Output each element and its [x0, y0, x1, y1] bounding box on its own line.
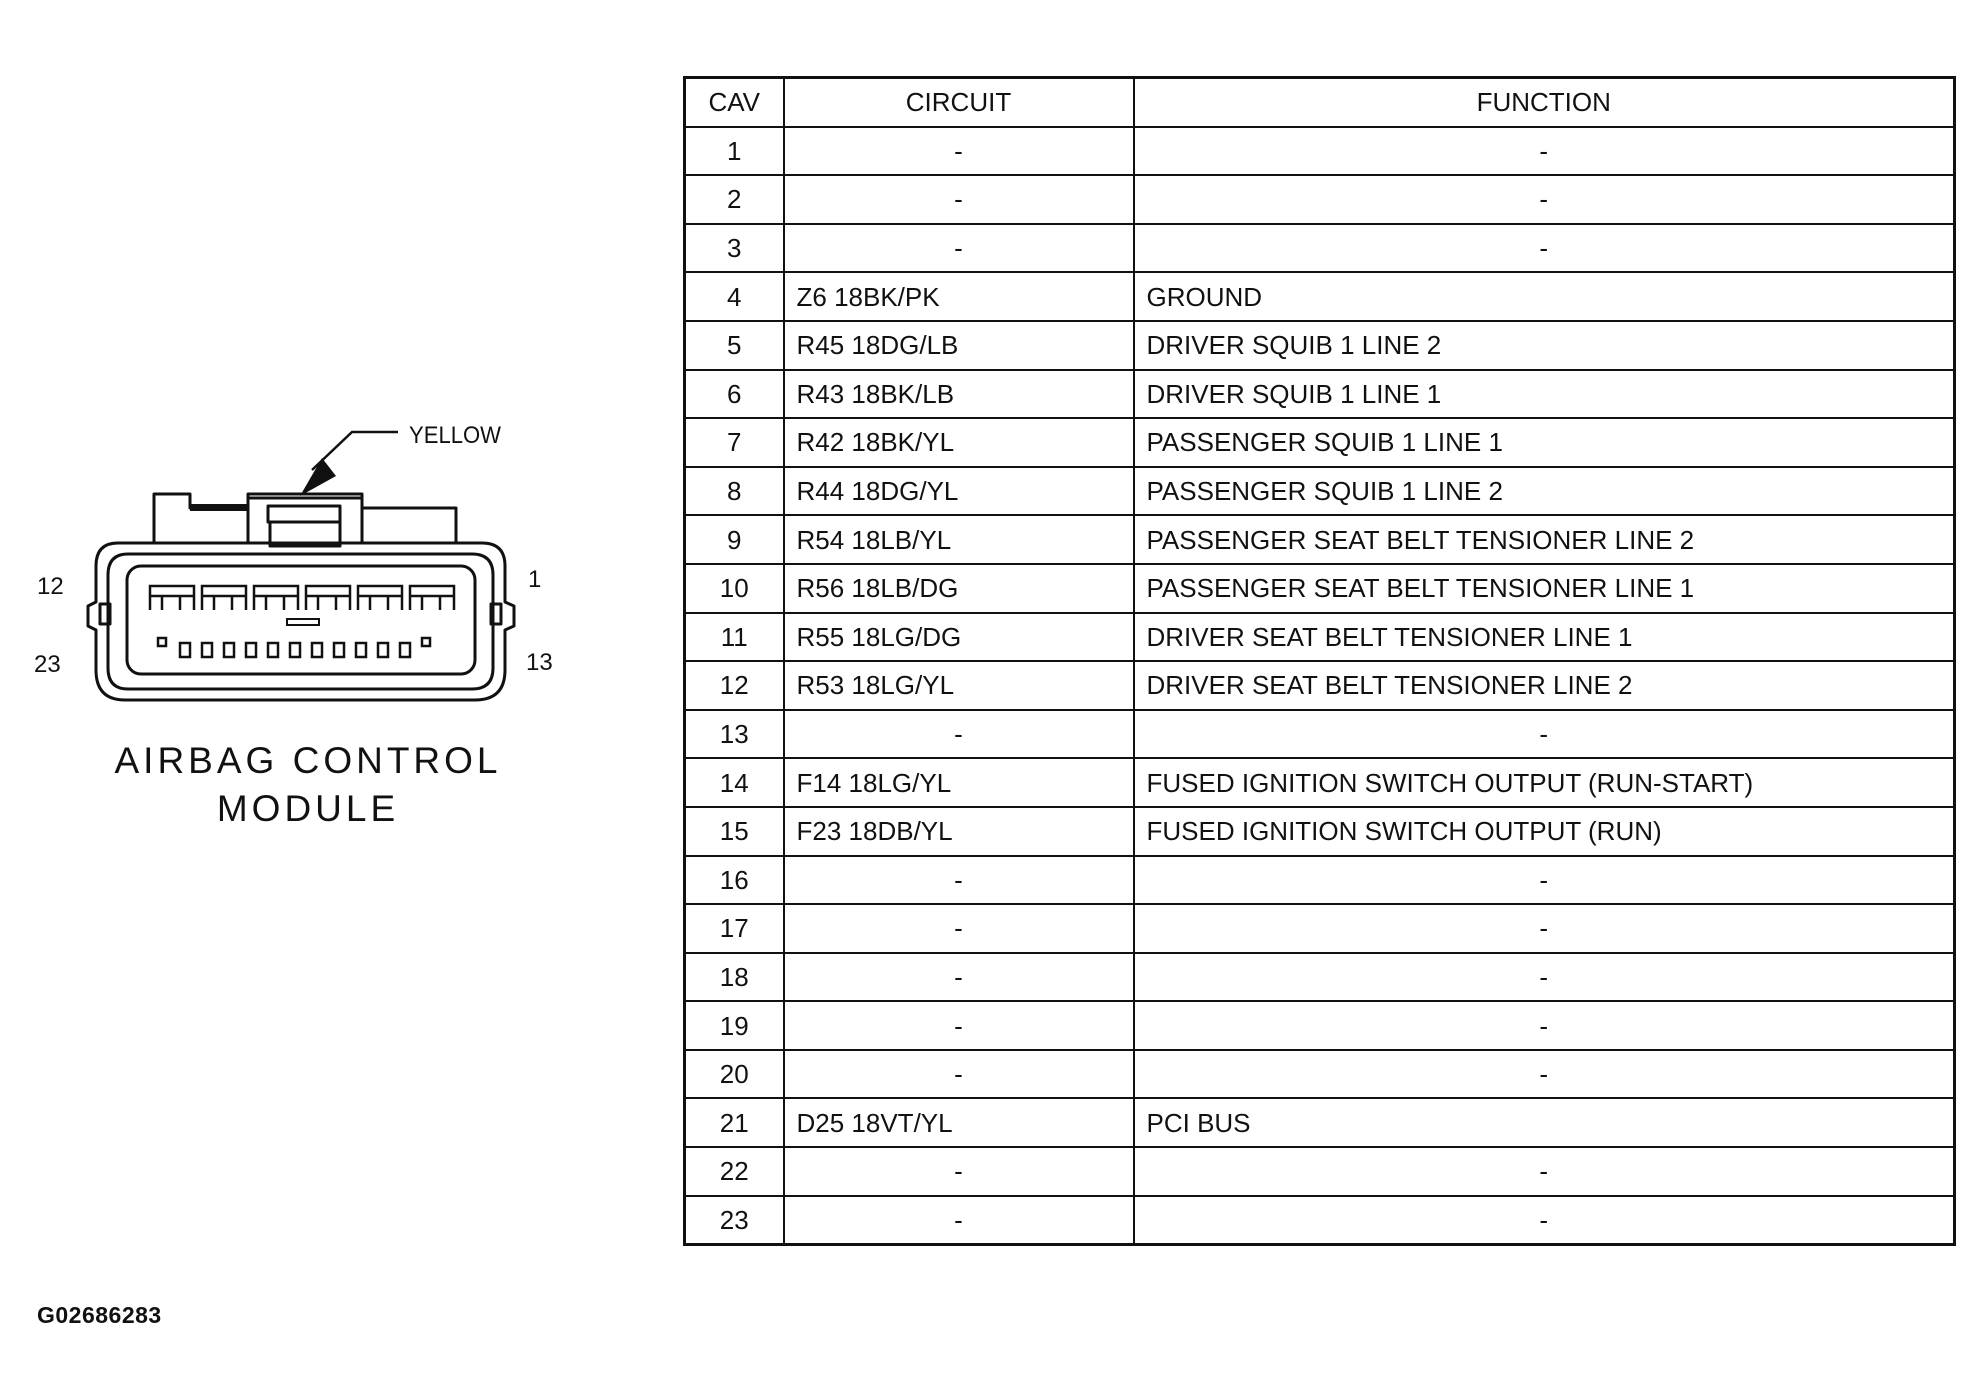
- function-cell: DRIVER SQUIB 1 LINE 2: [1134, 321, 1955, 370]
- module-title-line2: MODULE: [216, 788, 400, 829]
- table-row: [685, 613, 1955, 662]
- circuit-cell: D25 18VT/YL: [784, 1098, 1134, 1147]
- table-row: [685, 467, 1955, 516]
- circuit-cell: -: [784, 904, 1134, 953]
- cav-cell: 17: [685, 904, 784, 953]
- terminal-cavity-pair: [202, 586, 246, 610]
- circuit-cell: -: [784, 953, 1134, 1002]
- function-cell: -: [1134, 1050, 1955, 1099]
- function-cell: FUSED IGNITION SWITCH OUTPUT (RUN): [1134, 807, 1955, 856]
- cav-cell: 7: [685, 418, 784, 467]
- connector-side-latch-left: [100, 604, 110, 624]
- pin-label-12: 12: [37, 573, 64, 600]
- function-cell: PCI BUS: [1134, 1098, 1955, 1147]
- table-row: [685, 1196, 1955, 1245]
- terminal-cavity: [246, 643, 256, 657]
- circuit-cell: -: [784, 710, 1134, 759]
- table-row: [685, 1001, 1955, 1050]
- cav-cell: 13: [685, 710, 784, 759]
- function-cell: -: [1134, 856, 1955, 905]
- terminal-cavity: [312, 643, 322, 657]
- pin-label-1: 1: [528, 566, 542, 593]
- terminal-cavity: [400, 643, 410, 657]
- cav-cell: 19: [685, 1001, 784, 1050]
- function-cell: -: [1134, 1147, 1955, 1196]
- connector-side-latch-right: [491, 604, 501, 624]
- circuit-cell: -: [784, 175, 1134, 224]
- function-cell: -: [1134, 224, 1955, 273]
- function-cell: PASSENGER SQUIB 1 LINE 2: [1134, 467, 1955, 516]
- table-row: [685, 904, 1955, 953]
- table-row: [685, 856, 1955, 905]
- circuit-cell: -: [784, 1001, 1134, 1050]
- pin-label-13: 13: [526, 649, 553, 676]
- pinout-table: [683, 76, 1956, 1246]
- table-row: [685, 1147, 1955, 1196]
- table-row: [685, 661, 1955, 710]
- circuit-cell: -: [784, 1050, 1134, 1099]
- table-row: [685, 175, 1955, 224]
- circuit-cell: F23 18DB/YL: [784, 807, 1134, 856]
- terminal-cavity-pair: [358, 586, 402, 610]
- cav-cell: 23: [685, 1196, 784, 1245]
- function-cell: DRIVER SEAT BELT TENSIONER LINE 1: [1134, 613, 1955, 662]
- table-row: [685, 953, 1955, 1002]
- image-code: G02686283: [37, 1302, 162, 1328]
- cav-cell: 11: [685, 613, 784, 662]
- cav-cell: 4: [685, 272, 784, 321]
- terminal-cavity-pair: [306, 586, 350, 610]
- function-cell: -: [1134, 1001, 1955, 1050]
- terminal-cavity: [378, 643, 388, 657]
- function-cell: -: [1134, 710, 1955, 759]
- circuit-cell: R56 18LB/DG: [784, 564, 1134, 613]
- pinout-table-body: [685, 127, 1955, 1245]
- terminal-cavity-pair: [150, 586, 194, 610]
- table-row: [685, 807, 1955, 856]
- circuit-cell: R54 18LB/YL: [784, 515, 1134, 564]
- table-header-row: [685, 78, 1955, 127]
- connector-diagram: [0, 0, 640, 1396]
- cav-cell: 15: [685, 807, 784, 856]
- function-cell: -: [1134, 953, 1955, 1002]
- circuit-cell: -: [784, 224, 1134, 273]
- terminal-cavity: [202, 643, 212, 657]
- cav-cell: 14: [685, 758, 784, 807]
- circuit-cell: R42 18BK/YL: [784, 418, 1134, 467]
- header-circuit: CIRCUIT: [784, 78, 1134, 127]
- bottom-row-cavities: [158, 638, 430, 657]
- terminal-cavity: [180, 643, 190, 657]
- circuit-cell: R55 18LG/DG: [784, 613, 1134, 662]
- terminal-cavity: [334, 643, 344, 657]
- circuit-cell: -: [784, 1196, 1134, 1245]
- function-cell: -: [1134, 904, 1955, 953]
- table-row: [685, 515, 1955, 564]
- cav-cell: 9: [685, 515, 784, 564]
- terminal-cavity: [224, 643, 234, 657]
- function-cell: -: [1134, 1196, 1955, 1245]
- terminal-cavity: [290, 643, 300, 657]
- cav-cell: 22: [685, 1147, 784, 1196]
- cav-cell: 20: [685, 1050, 784, 1099]
- circuit-cell: Z6 18BK/PK: [784, 272, 1134, 321]
- table-row: [685, 272, 1955, 321]
- function-cell: DRIVER SEAT BELT TENSIONER LINE 2: [1134, 661, 1955, 710]
- table-row: [685, 321, 1955, 370]
- terminal-cavity-pair: [254, 586, 298, 610]
- terminal-cavity: [268, 643, 278, 657]
- module-title-line1: AIRBAG CONTROL: [114, 740, 502, 781]
- table-row: [685, 564, 1955, 613]
- cav-cell: 6: [685, 370, 784, 419]
- terminal-cavity: [422, 638, 430, 646]
- terminal-cavity: [356, 643, 366, 657]
- table-row: [685, 127, 1955, 176]
- cav-cell: 18: [685, 953, 784, 1002]
- table-row: [685, 370, 1955, 419]
- cav-cell: 21: [685, 1098, 784, 1147]
- connector-latch-strip: [190, 504, 248, 511]
- top-row-cavities: [150, 586, 454, 610]
- circuit-cell: -: [784, 856, 1134, 905]
- table-row: [685, 224, 1955, 273]
- header-cav: CAV: [685, 78, 784, 127]
- circuit-cell: -: [784, 1147, 1134, 1196]
- circuit-cell: R53 18LG/YL: [784, 661, 1134, 710]
- function-cell: -: [1134, 127, 1955, 176]
- circuit-cell: R45 18DG/LB: [784, 321, 1134, 370]
- table-row: [685, 1098, 1955, 1147]
- function-cell: PASSENGER SEAT BELT TENSIONER LINE 2: [1134, 515, 1955, 564]
- function-cell: -: [1134, 175, 1955, 224]
- connector-center-key: [287, 619, 319, 625]
- yellow-label: YELLOW: [409, 422, 502, 449]
- connector-top-profile: [154, 494, 456, 543]
- connector-lock-window: [268, 506, 340, 522]
- table-row: [685, 1050, 1955, 1099]
- cav-cell: 2: [685, 175, 784, 224]
- function-cell: DRIVER SQUIB 1 LINE 1: [1134, 370, 1955, 419]
- terminal-cavity-pair: [410, 586, 454, 610]
- cav-cell: 5: [685, 321, 784, 370]
- cav-cell: 8: [685, 467, 784, 516]
- circuit-cell: -: [784, 127, 1134, 176]
- cav-cell: 10: [685, 564, 784, 613]
- terminal-cavity: [158, 638, 166, 646]
- table-row: [685, 418, 1955, 467]
- cav-cell: 3: [685, 224, 784, 273]
- cav-cell: 16: [685, 856, 784, 905]
- function-cell: FUSED IGNITION SWITCH OUTPUT (RUN-START): [1134, 758, 1955, 807]
- cav-cell: 12: [685, 661, 784, 710]
- circuit-cell: R44 18DG/YL: [784, 467, 1134, 516]
- cav-cell: 1: [685, 127, 784, 176]
- pin-label-23: 23: [34, 651, 61, 678]
- function-cell: PASSENGER SEAT BELT TENSIONER LINE 1: [1134, 564, 1955, 613]
- circuit-cell: R43 18BK/LB: [784, 370, 1134, 419]
- table-row: [685, 710, 1955, 759]
- function-cell: GROUND: [1134, 272, 1955, 321]
- header-function: FUNCTION: [1134, 78, 1955, 127]
- table-row: [685, 758, 1955, 807]
- circuit-cell: F14 18LG/YL: [784, 758, 1134, 807]
- function-cell: PASSENGER SQUIB 1 LINE 1: [1134, 418, 1955, 467]
